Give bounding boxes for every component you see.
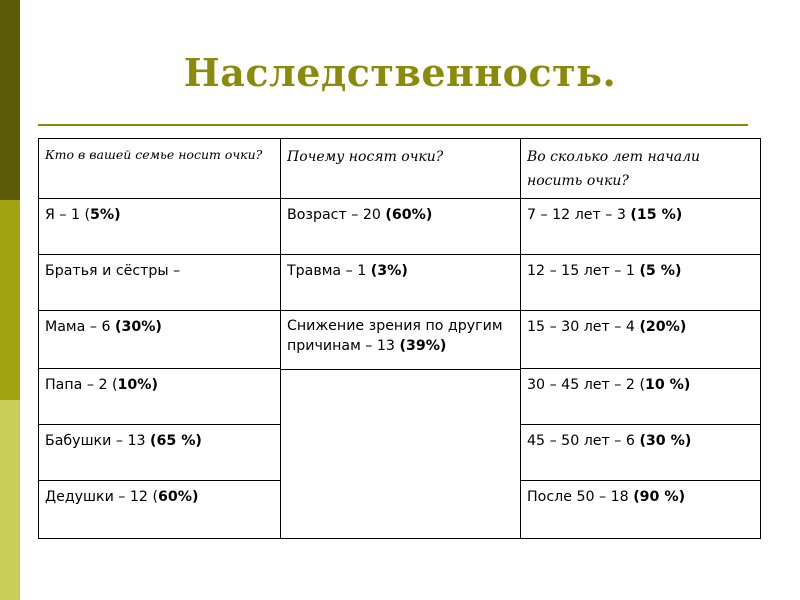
cell-text: Снижение зрения по другим причинам – 13 (287, 318, 503, 354)
slide-title: Наследственность. (183, 50, 617, 95)
cell-age (521, 481, 761, 539)
cell-text: После 50 – 18 (527, 489, 634, 505)
cell-family-member (39, 369, 281, 425)
cell-percent: (30%) (114, 319, 162, 335)
cell-text: 7 – 12 лет – 3 (527, 207, 631, 223)
cell-family-member (39, 425, 281, 481)
cell-reason (281, 199, 521, 255)
cell-text: 30 – 45 лет – 2 ( (527, 377, 645, 393)
cell-percent: (15 %) (630, 207, 683, 223)
cell-percent: (39%) (399, 338, 447, 354)
survey-table (38, 138, 761, 539)
cell-percent: 10 %) (644, 377, 691, 393)
cell-percent: (90 %) (633, 489, 686, 505)
table-row (39, 255, 761, 311)
cell-reason (281, 255, 521, 311)
cell-text: Мама – 6 (45, 319, 115, 335)
sidebar-accent-mid (0, 200, 20, 400)
table-row (39, 311, 761, 369)
cell-family-member (39, 311, 281, 369)
cell-percent: (65 %) (150, 433, 202, 449)
header-age-started: Во сколько лет начали носить очки? (521, 139, 761, 199)
cell-percent: 5%) (90, 207, 121, 223)
cell-percent: (20%) (639, 319, 687, 335)
cell-percent: (3%) (370, 263, 408, 279)
cell-family-member (39, 199, 281, 255)
cell-reason (281, 311, 521, 539)
cell-text: Я – 1 ( (45, 207, 91, 223)
cell-age (521, 255, 761, 311)
sidebar-accent-dark (0, 0, 20, 200)
cell-text: 12 – 15 лет – 1 (527, 263, 640, 279)
cell-percent: (60%) (385, 207, 433, 223)
cell-text: Бабушки – 13 (45, 433, 151, 449)
cell-age (521, 369, 761, 425)
cell-percent: (30 %) (639, 433, 692, 449)
cell-age (521, 311, 761, 369)
cell-percent: 60%) (158, 489, 199, 505)
header-who-wears: Кто в вашей семье носит очки? (39, 139, 281, 199)
cell-family-member (39, 255, 281, 311)
cell-text: 45 – 50 лет – 6 (527, 433, 640, 449)
cell-text: Травма – 1 (287, 263, 371, 279)
sidebar-accent-light (0, 400, 20, 600)
cell-family-member (39, 481, 281, 539)
table-header-row (39, 139, 761, 199)
cell-text: Возраст – 20 (287, 207, 386, 223)
cell-text: Папа – 2 ( (45, 377, 118, 393)
cell-percent: (5 %) (639, 263, 682, 279)
cell-percent: 10%) (117, 377, 158, 393)
cell-age (521, 199, 761, 255)
title-divider (38, 124, 748, 126)
cell-text: Дедушки – 12 ( (45, 489, 159, 505)
cell-text: 15 – 30 лет – 4 (527, 319, 640, 335)
cell-age (521, 425, 761, 481)
header-why-wear: Почему носят очки? (281, 139, 521, 199)
cell-text: Братья и сёстры – (45, 263, 181, 279)
table-row (39, 199, 761, 255)
